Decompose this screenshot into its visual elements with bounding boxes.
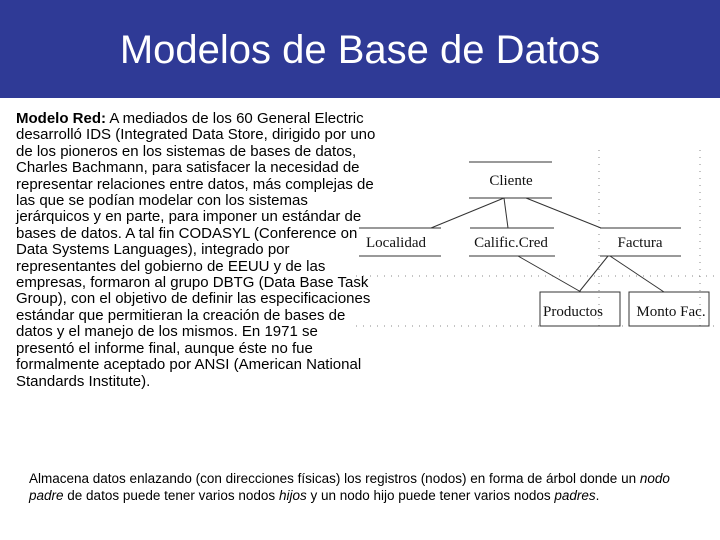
bottom-text-part4: . [595, 487, 600, 503]
node-localidad: Localidad [366, 235, 426, 251]
node-productos: Productos [543, 304, 603, 320]
bottom-paragraph [29, 471, 699, 504]
title-bar [0, 0, 720, 98]
body-text: A mediados de los 60 General Electric desarrolló IDS (Integrated Data Store, dirigido por uno de los pioneros en los sistemas de bases de datos, Charles Bachmann, para satisfacer la necesidad de representar relaciones entre datos, más complejas de las que se podían modelar con los sistemas jerárquicos y en parte, para imponer un estándar de bases de datos. A tal fin CODASYL (Conference on Data Systems Languages), integrado por representantes del gobierno de EEUU y de las empresas, formaron al grupo DBTG (Data Base Task Group), con el objetivo de definir las especificaciones estándar que permitieran la creación de bases de datos y el manejo de los mismos. En 1971 se presentó el informe final, aunque éste no fue formalmente aceptado por ANSI (American National Standards Institute). [16, 110, 376, 390]
bottom-text-part3: y un nodo hijo puede tener varios nodos [306, 487, 555, 503]
bottom-text-part1: Almacena datos enlazando (con direcciones físicas) los registros (nodos) en forma de árbol donde un [29, 471, 640, 486]
bottom-text-part2: de datos puede tener varios nodos [63, 487, 279, 503]
bottom-emphasis-parents: padres [554, 487, 596, 503]
node-calific-cred: Calific.Cred [474, 235, 548, 251]
node-cliente: Cliente [489, 173, 533, 189]
bottom-emphasis-children: hijos [278, 487, 307, 503]
slide-title: Modelos de Base de Datos [119, 28, 601, 72]
node-factura: Factura [617, 235, 663, 251]
bottom-emphasis-parent: nodo padre [29, 471, 670, 503]
network-diagram [356, 150, 718, 328]
body-paragraph [16, 111, 376, 390]
body-label: Modelo Red: [16, 110, 106, 127]
node-monto-fac: Monto Fac. [636, 304, 706, 320]
